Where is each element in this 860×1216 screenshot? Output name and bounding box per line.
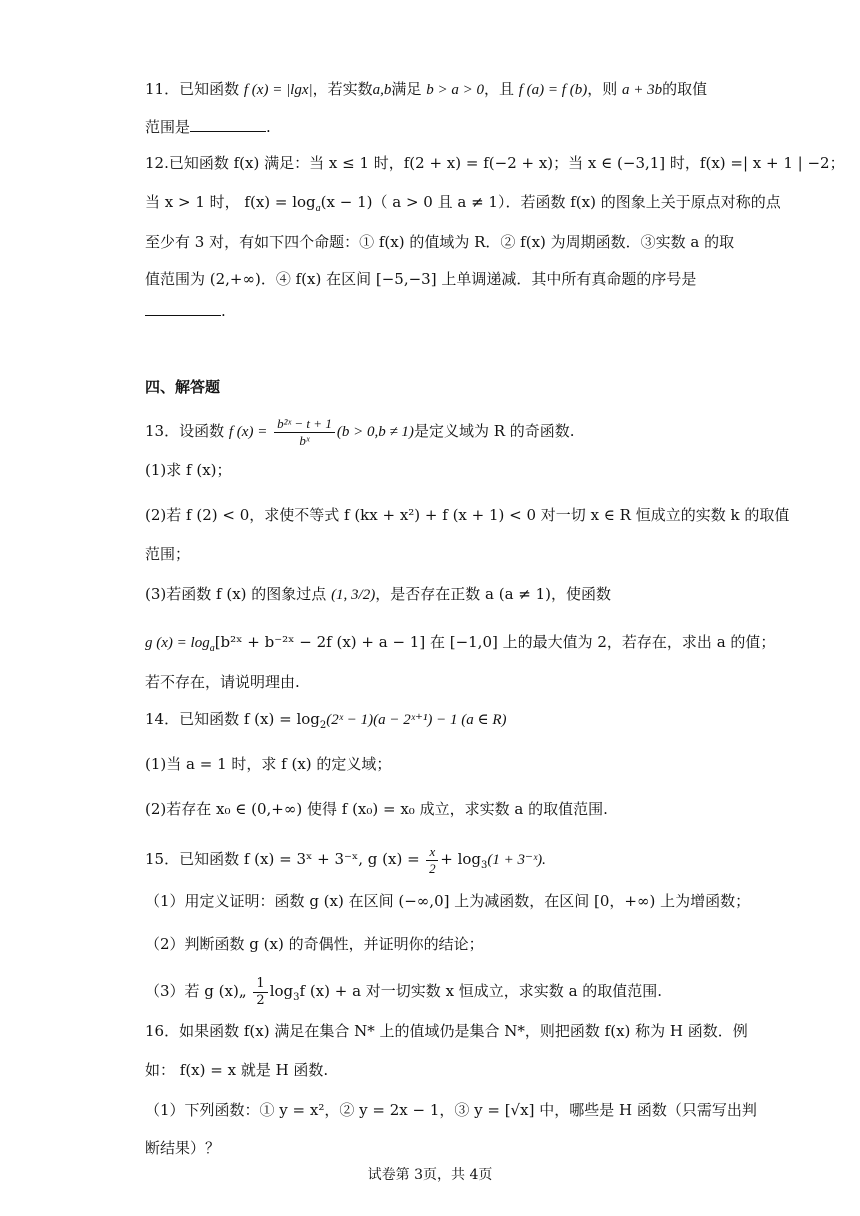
q13-line-1 xyxy=(145,414,820,449)
answer-blank xyxy=(190,117,266,132)
q15-text: log xyxy=(269,982,294,1000)
q13-text: 若不存在，请说明理由. xyxy=(145,673,300,691)
q15-part-3 xyxy=(145,974,820,1009)
q12-line-2 xyxy=(145,191,820,213)
q15-text: 15．已知函数 f (x) = 3ˣ + 3⁻ˣ, g (x) = xyxy=(145,850,420,868)
q16-line-1 xyxy=(145,1020,820,1042)
q13-text: (2)若 f (2) < 0，求使不等式 f (kx + x²) + f (x + 1) < 0 对一切 x ∈ R 恒成立的实数 k 的取值 xyxy=(145,506,790,524)
q13-text: ，是否存在正数 a (a ≠ 1)，使函数 xyxy=(375,585,612,603)
q13-part-3b xyxy=(145,631,820,654)
q13-part-2b xyxy=(145,543,820,565)
q13-text: 是定义域为 R 的奇函数. xyxy=(413,422,575,440)
q13-part-3a xyxy=(145,583,820,606)
q11-text: ，且 xyxy=(483,80,514,98)
q15-part-1 xyxy=(145,890,820,912)
log-base: 2 xyxy=(319,720,327,731)
q16-text: 16．如果函数 f(x) 满足在集合 N* 上的值域仍是集合 N*，则把函数 f(x) 称为 H 函数．例 xyxy=(145,1022,748,1040)
q14-text: 14．已知函数 f (x) = log xyxy=(145,710,320,728)
fraction-numerator: 1 xyxy=(253,976,267,993)
q13-text: (1)求 f (x)； xyxy=(145,461,232,479)
fraction-denominator: 2 xyxy=(256,992,265,1008)
q13-text: (3)若函数 f (x) 的图象过点 xyxy=(145,585,327,603)
log-base: a xyxy=(315,203,321,214)
q16-text: 如： f(x) = x 就是 H 函数. xyxy=(145,1061,329,1079)
q15-fraction xyxy=(426,844,438,877)
log-base: 3 xyxy=(293,992,300,1003)
q14-part-1 xyxy=(145,753,820,775)
q13-function: f (x) = xyxy=(228,424,268,440)
fraction-numerator: x xyxy=(426,844,438,861)
q16-text: （1）下列函数：① y = x²，② y = 2x − 1，③ y = [√x] 中，哪些是 H 函数（只需写出判 xyxy=(145,1101,757,1119)
q15-text: （2）判断函数 g (x) 的奇偶性，并证明你的结论； xyxy=(145,935,484,953)
section-heading: 四、解答题 xyxy=(145,378,221,396)
q11-text: ，则 xyxy=(587,80,618,98)
q13-text: [b²ˣ + b⁻²ˣ − 2f (x) + a − 1] 在 [−1,0] 上的最大值为 2，若存在，求出 a 的值； xyxy=(214,633,776,651)
fraction-numerator: b²ˣ − t + 1 xyxy=(274,416,335,433)
q14-text: (1)当 a = 1 时，求 f (x) 的定义域； xyxy=(145,755,392,773)
q13-text: 范围； xyxy=(145,545,191,563)
q13-part-2a xyxy=(145,504,820,526)
q12-text: 当 x > 1 时， f(x) = log xyxy=(145,193,316,211)
q11-text: 范围是 xyxy=(145,118,191,136)
q11-text: ，若实数 xyxy=(312,80,373,98)
q11-text: . xyxy=(266,118,271,136)
q12-line-4 xyxy=(145,268,820,290)
q15-text: （1）用定义证明：函数 g (x) 在区间 (−∞,0] 上为减函数，在区间 [0，+∞) 上为增函数； xyxy=(145,892,751,910)
log-base: a xyxy=(209,643,215,654)
q16-line-4 xyxy=(145,1137,820,1159)
q13-text: 13．设函数 xyxy=(145,422,225,440)
q12-line-1 xyxy=(145,152,845,174)
q16-text: 断结果）？ xyxy=(145,1139,221,1157)
q12-line-3 xyxy=(145,231,820,253)
log-base: 3 xyxy=(481,860,488,871)
q12-text: (x − 1)（ a > 0 且 a ≠ 1）．若函数 f(x) 的图象上关于原点对称的点 xyxy=(320,193,781,211)
q12-text: . xyxy=(221,302,226,320)
fraction-denominator: bˣ xyxy=(299,432,310,448)
q15-half-fraction xyxy=(253,976,267,1009)
q15-line-1 xyxy=(145,842,820,877)
q11-text: 满足 xyxy=(391,80,422,98)
q12-text: 至少有 3 对，有如下四个命题：① f(x) 的值域为 R．② f(x) 为周期函数．③实数 a 的取 xyxy=(145,233,735,251)
q14-part-2 xyxy=(145,798,820,820)
page-footer: 试卷第 3页，共 4页 xyxy=(367,1167,493,1183)
q11-text: 11．已知函数 xyxy=(145,80,240,98)
fraction-denominator: 2 xyxy=(429,860,436,876)
q11-condition: b > a > 0 xyxy=(426,82,484,98)
q15-text: + log xyxy=(440,850,482,868)
q15-expression: (1 + 3⁻ˣ). xyxy=(487,852,546,868)
q11-line-1 xyxy=(145,78,820,101)
q11-expression: a + 3b xyxy=(621,82,663,98)
q13-fraction xyxy=(274,416,335,449)
q11-vars: a,b xyxy=(372,82,392,98)
q14-expression: (2ˣ − 1)(a − 2ˣ⁺¹) − 1 (a ∈ R) xyxy=(326,712,507,728)
q13-point: (1, 3/2) xyxy=(331,587,376,603)
q12-line-5 xyxy=(145,300,820,322)
q13-g-function: g (x) = log xyxy=(145,635,210,651)
answer-blank xyxy=(145,301,221,316)
q11-line-2 xyxy=(145,116,820,138)
q14-line-1 xyxy=(145,708,820,731)
q12-text: 值范围为 (2,+∞)．④ f(x) 在区间 [−5,−3] 上单调递减．其中所有真命题的序号是 xyxy=(145,270,697,288)
q14-text: (2)若存在 x₀ ∈ (0,+∞) 使得 f (x₀) = x₀ 成立，求实数 a 的取值范围. xyxy=(145,800,608,818)
q11-text: 的取值 xyxy=(662,80,708,98)
q16-line-2 xyxy=(145,1059,820,1081)
q13-condition: (b > 0,b ≠ 1) xyxy=(336,424,414,440)
q16-line-3 xyxy=(145,1099,820,1121)
q15-text: （3）若 g (x)„ xyxy=(145,982,247,1000)
q15-text: f (x) + a 对一切实数 x 恒成立，求实数 a 的取值范围. xyxy=(299,982,663,1000)
q13-part-3c xyxy=(145,671,820,693)
q12-text: 12.已知函数 f(x) 满足：当 x ≤ 1 时，f(2 + x) = f(−2 + x)；当 x ∈ (−3,1] 时，f(x) =| x + 1 | −2； xyxy=(145,154,845,172)
q15-part-2 xyxy=(145,933,820,955)
q11-equation: f (a) = f (b) xyxy=(518,82,588,98)
q13-part-1 xyxy=(145,459,820,481)
q11-function: f (x) = |lgx| xyxy=(243,82,313,98)
